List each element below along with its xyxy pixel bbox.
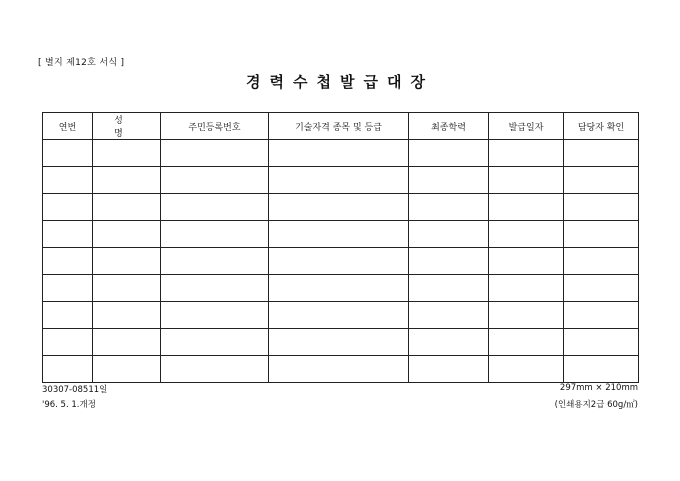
- table-cell: [161, 194, 269, 221]
- table-cell: [489, 329, 564, 356]
- table-cell: [489, 302, 564, 329]
- table-cell: [489, 356, 564, 383]
- table-row: [43, 275, 639, 302]
- register-table: [42, 112, 639, 383]
- column-header-resident-id: 주민등록번호: [161, 113, 269, 140]
- table-cell: [43, 356, 93, 383]
- table-cell: [161, 329, 269, 356]
- table-cell: [161, 356, 269, 383]
- table-cell: [269, 329, 409, 356]
- table-cell: [409, 221, 489, 248]
- revision-date: '96. 5. 1.개정: [42, 400, 96, 410]
- page-title: 경력수첩발급대장: [246, 73, 434, 91]
- table-cell: [93, 356, 161, 383]
- table-cell: [93, 302, 161, 329]
- column-header-staff-confirmation: 담당자 확인: [564, 113, 639, 140]
- table-cell: [269, 275, 409, 302]
- header-row: [43, 113, 639, 140]
- table-cell: [269, 194, 409, 221]
- table-cell: [269, 167, 409, 194]
- table-cell: [489, 194, 564, 221]
- table-cell: [43, 329, 93, 356]
- table-cell: [93, 140, 161, 167]
- table-cell: [269, 302, 409, 329]
- table-cell: [43, 167, 93, 194]
- table-cell: [93, 221, 161, 248]
- table-row: [43, 194, 639, 221]
- table-cell: [269, 248, 409, 275]
- table-cell: [489, 140, 564, 167]
- table-row: [43, 167, 639, 194]
- paper-spec: (인쇄용지2급 60g/㎡): [554, 400, 638, 410]
- table-cell: [409, 356, 489, 383]
- table-cell: [409, 329, 489, 356]
- table-cell: [43, 302, 93, 329]
- table-body: [43, 140, 639, 383]
- table-cell: [161, 140, 269, 167]
- table-cell: [161, 221, 269, 248]
- table-cell: [43, 194, 93, 221]
- table-row: [43, 302, 639, 329]
- table-cell: [43, 140, 93, 167]
- table-cell: [564, 248, 639, 275]
- table-cell: [43, 275, 93, 302]
- table-cell: [269, 140, 409, 167]
- column-header-education: 최종학력: [409, 113, 489, 140]
- table-cell: [409, 167, 489, 194]
- table-cell: [489, 248, 564, 275]
- column-header-qualification: 기술자격 종목 및 등급: [269, 113, 409, 140]
- table-cell: [93, 194, 161, 221]
- table-cell: [269, 356, 409, 383]
- table-cell: [161, 302, 269, 329]
- table-cell: [161, 167, 269, 194]
- form-number: [ 별지 제12호 서식 ]: [38, 58, 125, 68]
- table-cell: [409, 140, 489, 167]
- table-cell: [409, 248, 489, 275]
- table-row: [43, 356, 639, 383]
- table-cell: [489, 221, 564, 248]
- table-cell: [564, 167, 639, 194]
- table-cell: [161, 275, 269, 302]
- table-cell: [93, 329, 161, 356]
- table-cell: [43, 221, 93, 248]
- table-cell: [409, 302, 489, 329]
- table-cell: [489, 275, 564, 302]
- table-row: [43, 140, 639, 167]
- column-header-number: 연번: [43, 113, 93, 140]
- table-cell: [489, 167, 564, 194]
- table-cell: [564, 356, 639, 383]
- table-cell: [409, 275, 489, 302]
- table-cell: [269, 221, 409, 248]
- form-code: 30307-08511일: [42, 385, 108, 395]
- table-cell: [564, 140, 639, 167]
- table-cell: [564, 302, 639, 329]
- table-cell: [161, 248, 269, 275]
- table-cell: [564, 194, 639, 221]
- paper-size: 297mm × 210mm: [559, 383, 638, 393]
- column-header-issue-date: 발급일자: [489, 113, 564, 140]
- table-row: [43, 248, 639, 275]
- column-header-name: 성 명: [93, 113, 161, 140]
- table-row: [43, 329, 639, 356]
- table-cell: [93, 275, 161, 302]
- table-cell: [93, 248, 161, 275]
- table-cell: [564, 221, 639, 248]
- table-cell: [564, 329, 639, 356]
- table-cell: [93, 167, 161, 194]
- table-cell: [409, 194, 489, 221]
- table-cell: [43, 248, 93, 275]
- table-row: [43, 221, 639, 248]
- table-cell: [564, 275, 639, 302]
